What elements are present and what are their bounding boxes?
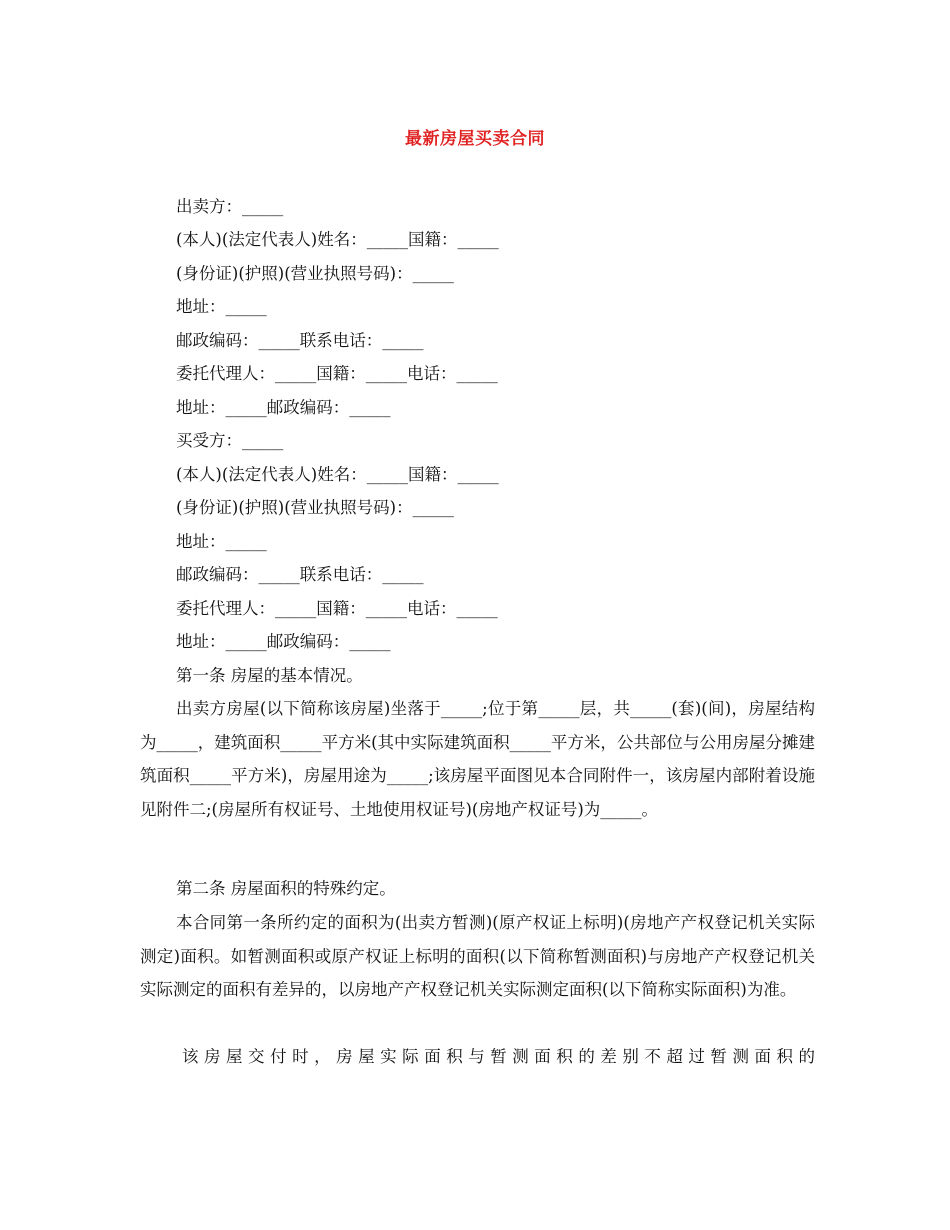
article2-body: 本合同第一条所约定的面积为(出卖方暂测)(原产权证上标明)(房地产产权登记机关实际测定)面积。如暂测面积或原产权证上标明的面积(以下简称暂测面积)与房地产产权登记机关实际测定的面积有差异的，以房地产产权登记机关实际测定面积(以下简称实际面积)为准。 <box>140 913 815 999</box>
buyer-address-line: 地址：_____ <box>176 532 267 551</box>
buyer-postcode-line: 邮政编码：_____联系电话：_____ <box>176 565 424 584</box>
buyer-agent-line: 委托代理人：_____国籍：_____电话：_____ <box>176 599 498 618</box>
buyer-name-line: (本人)(法定代表人)姓名：_____国籍：_____ <box>176 465 499 484</box>
seller-id-line: (身份证)(护照)(营业执照号码)：_____ <box>176 264 454 283</box>
article2-heading: 第二条 房屋面积的特殊约定。 <box>176 879 396 898</box>
seller-name-line: (本人)(法定代表人)姓名：_____国籍：_____ <box>176 230 499 249</box>
article1-body: 出卖方房屋(以下简称该房屋)坐落于_____;位于第_____层，共_____(套)(间)，房屋结构为_____，建筑面积_____平方米(其中实际建筑面积_____平方米，公共部位与公用房屋分摊建筑面积_____平方米)，房屋用途为_____;该房屋平面图见本合同附件一，该房屋内部附着设施见附件二;(房屋所有权证号、土地使用权证号)(房地产权证号)为_____。 <box>140 699 815 819</box>
seller-agent-line: 委托代理人：_____国籍：_____电话：_____ <box>176 364 498 383</box>
buyer-agent-address-line: 地址：_____邮政编码：_____ <box>176 632 391 651</box>
seller-line: 出卖方：_____ <box>176 197 284 216</box>
buyer-id-line: (身份证)(护照)(营业执照号码)：_____ <box>176 498 454 517</box>
article2-continued: 该房屋交付时，房屋实际面积与暂测面积的差别不超过暂测面积的 <box>182 1047 815 1066</box>
seller-agent-address-line: 地址：_____邮政编码：_____ <box>176 398 391 417</box>
article1-heading: 第一条 房屋的基本情况。 <box>176 666 363 685</box>
seller-postcode-line: 邮政编码：_____联系电话：_____ <box>176 331 424 350</box>
document-title: 最新房屋买卖合同 <box>405 129 545 149</box>
buyer-line: 买受方：_____ <box>176 431 284 450</box>
seller-address-line: 地址：_____ <box>176 297 267 316</box>
